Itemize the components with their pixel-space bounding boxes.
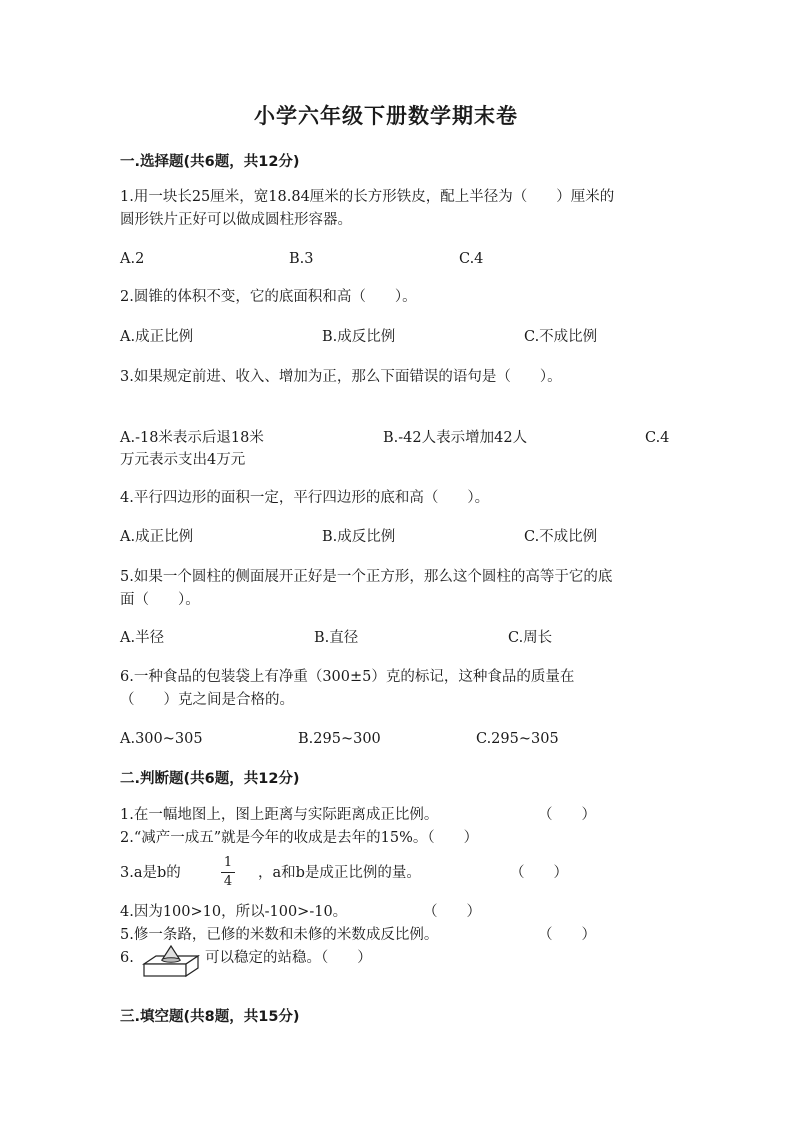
judge-q5-text: 5.修一条路，已修的米数和未修的米数成反比例。 xyxy=(120,927,439,943)
choice-q2-option-a: A.成正比例 xyxy=(120,329,194,345)
choice-q3-line1: 3.如果规定前进、收入、增加为正，那么下面错误的语句是（ ）。 xyxy=(120,369,562,385)
choice-q5-option-c: C.周长 xyxy=(508,630,553,646)
choice-q4-line1: 4.平行四边形的面积一定，平行四边形的底和高（ ）。 xyxy=(120,490,490,506)
choice-q2-line1: 2.圆锥的体积不变，它的底面积和高（ ）。 xyxy=(120,289,417,305)
judge-q6-number: 6. xyxy=(120,950,134,966)
choice-q5-option-a: A.半径 xyxy=(120,630,165,646)
choice-q3-option-b: B.-42人表示增加42人 xyxy=(383,430,528,446)
choice-q5-line1: 5.如果一个圆柱的侧面展开正好是一个正方形，那么这个圆柱的高等于它的底 xyxy=(120,569,613,585)
choice-q6-option-a: A.300~305 xyxy=(120,731,203,747)
choice-q3-option-c: C.4 xyxy=(645,430,670,446)
choice-q1-option-b: B.3 xyxy=(289,251,314,267)
choice-q4-option-a: A.成正比例 xyxy=(120,529,194,545)
choice-q4-option-c: C.不成比例 xyxy=(524,529,598,545)
judge-q5-blank: （ ） xyxy=(538,927,596,943)
page-title: 小学六年级下册数学期末卷 xyxy=(254,104,518,128)
judge-q3-suffix: ，a和b是成正比例的量。 xyxy=(258,865,421,881)
judge-q4-blank: （ ） xyxy=(423,904,481,920)
section-heading-fill: 三.填空题(共8题，共15分) xyxy=(120,1009,300,1025)
fraction-denominator: 4 xyxy=(223,874,233,889)
judge-q4-text: 4.因为100>10，所以-100>-10。 xyxy=(120,904,348,920)
choice-q1-option-c: C.4 xyxy=(459,251,484,267)
choice-q3-option-c-cont: 万元表示支出4万元 xyxy=(120,452,246,468)
choice-q6-option-c: C.295~305 xyxy=(476,731,559,747)
choice-q6-option-b: B.295~300 xyxy=(298,731,381,747)
choice-q4-option-b: B.成反比例 xyxy=(322,529,396,545)
choice-q1-line1: 1.用一块长25厘米，宽18.84厘米的长方形铁皮，配上半径为（ ）厘米的 xyxy=(120,189,615,205)
judge-q6-text: 可以稳定的站稳。（ ） xyxy=(205,950,372,966)
choice-q6-line1: 6.一种食品的包装袋上有净重（300±5）克的标记，这种食品的质量在 xyxy=(120,669,575,685)
choice-q5-option-b: B.直径 xyxy=(314,630,359,646)
choice-q2-option-b: B.成反比例 xyxy=(322,329,396,345)
fraction-numerator: 1 xyxy=(223,855,233,870)
fraction-bar xyxy=(221,872,235,873)
choice-q1-option-a: A.2 xyxy=(120,251,145,267)
choice-q5-line2: 面（ ）。 xyxy=(120,592,200,608)
judge-q3-prefix: 3.a是b的 xyxy=(120,865,181,881)
section-heading-choice: 一.选择题(共6题，共12分) xyxy=(120,154,300,170)
choice-q3-option-a: A.-18米表示后退18米 xyxy=(120,430,264,446)
choice-q1-line2: 圆形铁片正好可以做成圆柱形容器。 xyxy=(120,212,352,228)
judge-q1-blank: （ ） xyxy=(538,807,596,823)
judge-q3-blank: （ ） xyxy=(510,865,568,881)
choice-q2-option-c: C.不成比例 xyxy=(524,329,598,345)
choice-q6-line2: （ ）克之间是合格的。 xyxy=(120,692,294,708)
judge-q3-fraction xyxy=(221,856,235,889)
judge-q2-text: 2.“减产一成五”就是今年的收成是去年的15%。（ ） xyxy=(120,830,479,846)
section-heading-judge: 二.判断题(共6题，共12分) xyxy=(120,771,300,787)
cone-on-box-image xyxy=(140,944,202,980)
judge-q1-text: 1.在一幅地图上，图上距离与实际距离成正比例。 xyxy=(120,807,439,823)
